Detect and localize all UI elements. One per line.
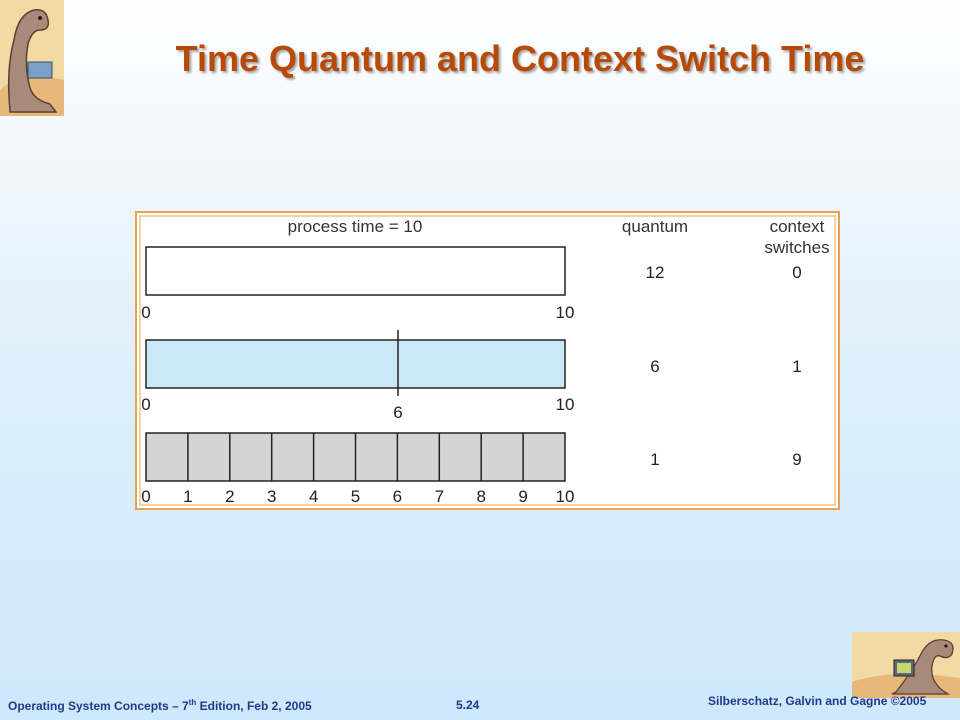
row1-tick-label: 10 xyxy=(555,303,575,322)
row1-quantum: 12 xyxy=(645,263,665,282)
footer-slide-number: 5.24 xyxy=(456,698,480,712)
header-quantum: quantum xyxy=(621,217,689,236)
header-process-time: process time = 10 xyxy=(287,217,423,236)
slide-title: Time Quantum and Context Switch Time xyxy=(175,38,865,79)
row2-tick-label: 10 xyxy=(555,395,575,414)
row2-quantum: 6 xyxy=(650,357,660,376)
row3-tick-label: 3 xyxy=(266,487,277,506)
row2-bar xyxy=(146,340,565,388)
row1-switches: 0 xyxy=(792,263,802,282)
row3-tick-label: 7 xyxy=(434,487,445,506)
row3-switches: 9 xyxy=(792,450,802,469)
row3-tick-label: 10 xyxy=(555,487,575,506)
row3-tick-label: 1 xyxy=(183,487,193,506)
row3-tick-label: 8 xyxy=(476,487,486,506)
row3-tick-label: 4 xyxy=(308,487,319,506)
row3-tick-label: 0 xyxy=(141,487,151,506)
row3-tick-label: 6 xyxy=(392,487,403,506)
row3-tick-label: 5 xyxy=(350,487,361,506)
footer-copyright: Silberschatz, Galvin and Gagne ©2005 xyxy=(708,694,927,708)
dinosaur-logo-bottom xyxy=(852,632,960,698)
row3-tick-label: 9 xyxy=(518,487,528,506)
row1-tick-label: 0 xyxy=(141,303,151,322)
footer-course-title: Operating System Concepts – 7th Edition, Feb 2, 2005 xyxy=(8,698,312,713)
header-switches: switches xyxy=(764,238,830,257)
header-context: context xyxy=(769,217,825,236)
row3-quantum: 1 xyxy=(650,450,660,469)
row3-tick-label: 2 xyxy=(225,487,235,506)
row2-tick-label: 0 xyxy=(141,395,151,414)
row2-switches: 1 xyxy=(792,357,802,376)
row1-bar xyxy=(146,247,565,295)
row2-split-label: 6 xyxy=(393,403,403,422)
